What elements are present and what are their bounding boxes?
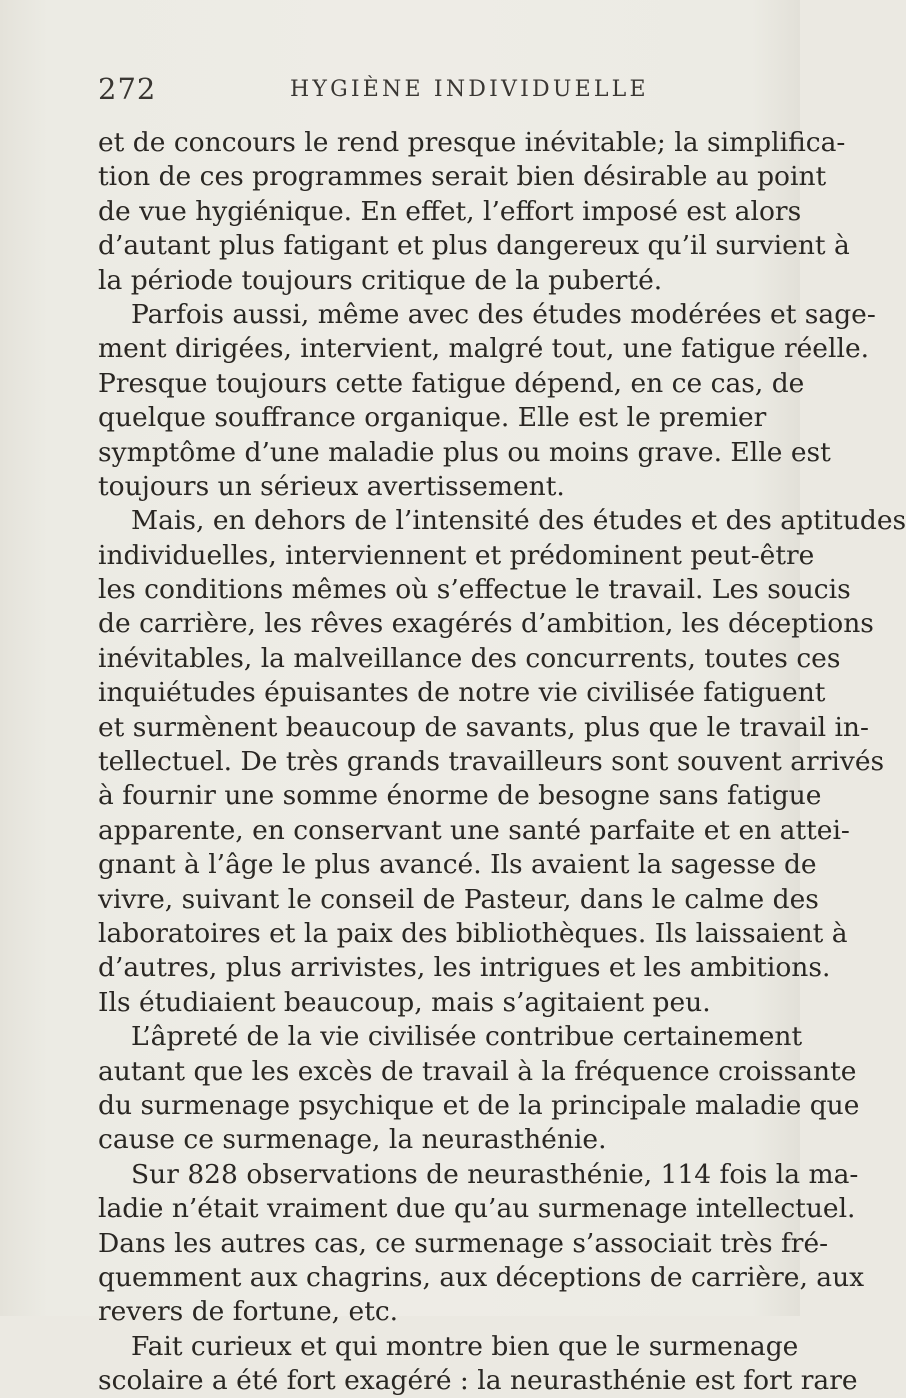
text-line: la période toujours critique de la puberté. [98, 264, 663, 296]
text-line: toujours un sérieux avertissement. [98, 470, 565, 502]
text-line: quelque souffrance organique. Elle est le premier [98, 402, 767, 434]
text-line: de carrière, les rêves exagérés d’ambition, les déceptions [98, 608, 874, 640]
text-line: Mais, en dehors de l’intensité des études et des aptitudes [131, 505, 906, 537]
text-line: Parfois aussi, même avec des études modérées et sage- [131, 298, 876, 330]
text-line: Presque toujours cette fatigue dépend, en ce cas, de [98, 367, 805, 399]
text-line: gnant à l’âge le plus avancé. Ils avaient la sagesse de [98, 849, 817, 881]
text-line: inquiétudes épuisantes de notre vie civilisée fatiguent [98, 677, 826, 709]
text-line: L’âpreté de la vie civilisée contribue certainement [131, 1021, 803, 1053]
text-line: Ils étudiaient beaucoup, mais s’agitaient peu. [98, 986, 711, 1018]
body-text [98, 126, 906, 1398]
text-line: symptôme d’une maladie plus ou moins grave. Elle est [98, 436, 831, 468]
text-line: revers de fortune, etc. [98, 1296, 399, 1328]
text-line: Fait curieux et qui montre bien que le surmenage [131, 1330, 799, 1362]
text-line: les conditions mêmes où s’effectue le travail. Les soucis [98, 574, 851, 606]
page-number: 272 [98, 72, 157, 106]
text-line: ment dirigées, intervient, malgré tout, une fatigue réelle. [98, 333, 870, 365]
text-line: Sur 828 observations de neurasthénie, 114 fois la ma- [131, 1158, 859, 1190]
text-line: et surmènent beaucoup de savants, plus que le travail in- [98, 711, 869, 743]
text-line: tellectuel. De très grands travailleurs sont souvent arrivés [98, 746, 885, 778]
text-line: tion de ces programmes serait bien désirable au point [98, 161, 827, 193]
text-line: cause ce surmenage, la neurasthénie. [98, 1124, 607, 1156]
text-line: quemment aux chagrins, aux déceptions de carrière, aux [98, 1261, 865, 1293]
text-line: de vue hygiénique. En effet, l’effort imposé est alors [98, 195, 802, 227]
text-line: apparente, en conservant une santé parfaite et en attei- [98, 814, 850, 846]
text-line: Dans les autres cas, ce surmenage s’associait très fré- [98, 1227, 829, 1259]
text-line: d’autant plus fatigant et plus dangereux qu’il survient à [98, 230, 850, 262]
text-line: vivre, suivant le conseil de Pasteur, dans le calme des [98, 883, 819, 915]
text-line: du surmenage psychique et de la principale maladie que [98, 1089, 860, 1121]
text-line: et de concours le rend presque inévitable; la simplifica- [98, 127, 846, 158]
text-line: autant que les excès de travail à la fréquence croissante [98, 1055, 857, 1087]
page-header [98, 72, 698, 112]
running-head: HYGIÈNE INDIVIDUELLE [290, 77, 649, 102]
text-line: d’autres, plus arrivistes, les intrigues et les ambitions. [98, 952, 831, 984]
text-line: laboratoires et la paix des bibliothèques. Ils laissaient à [98, 917, 848, 949]
text-line: ladie n’était vraiment due qu’au surmenage intellectuel. [98, 1193, 856, 1225]
text-line: scolaire a été fort exagéré : la neurasthénie est fort rare [98, 1365, 858, 1397]
text-line: à fournir une somme énorme de besogne sans fatigue [98, 780, 822, 812]
text-line: inévitables, la malveillance des concurrents, toutes ces [98, 642, 841, 674]
text-line: individuelles, interviennent et prédominent peut-être [98, 539, 815, 571]
